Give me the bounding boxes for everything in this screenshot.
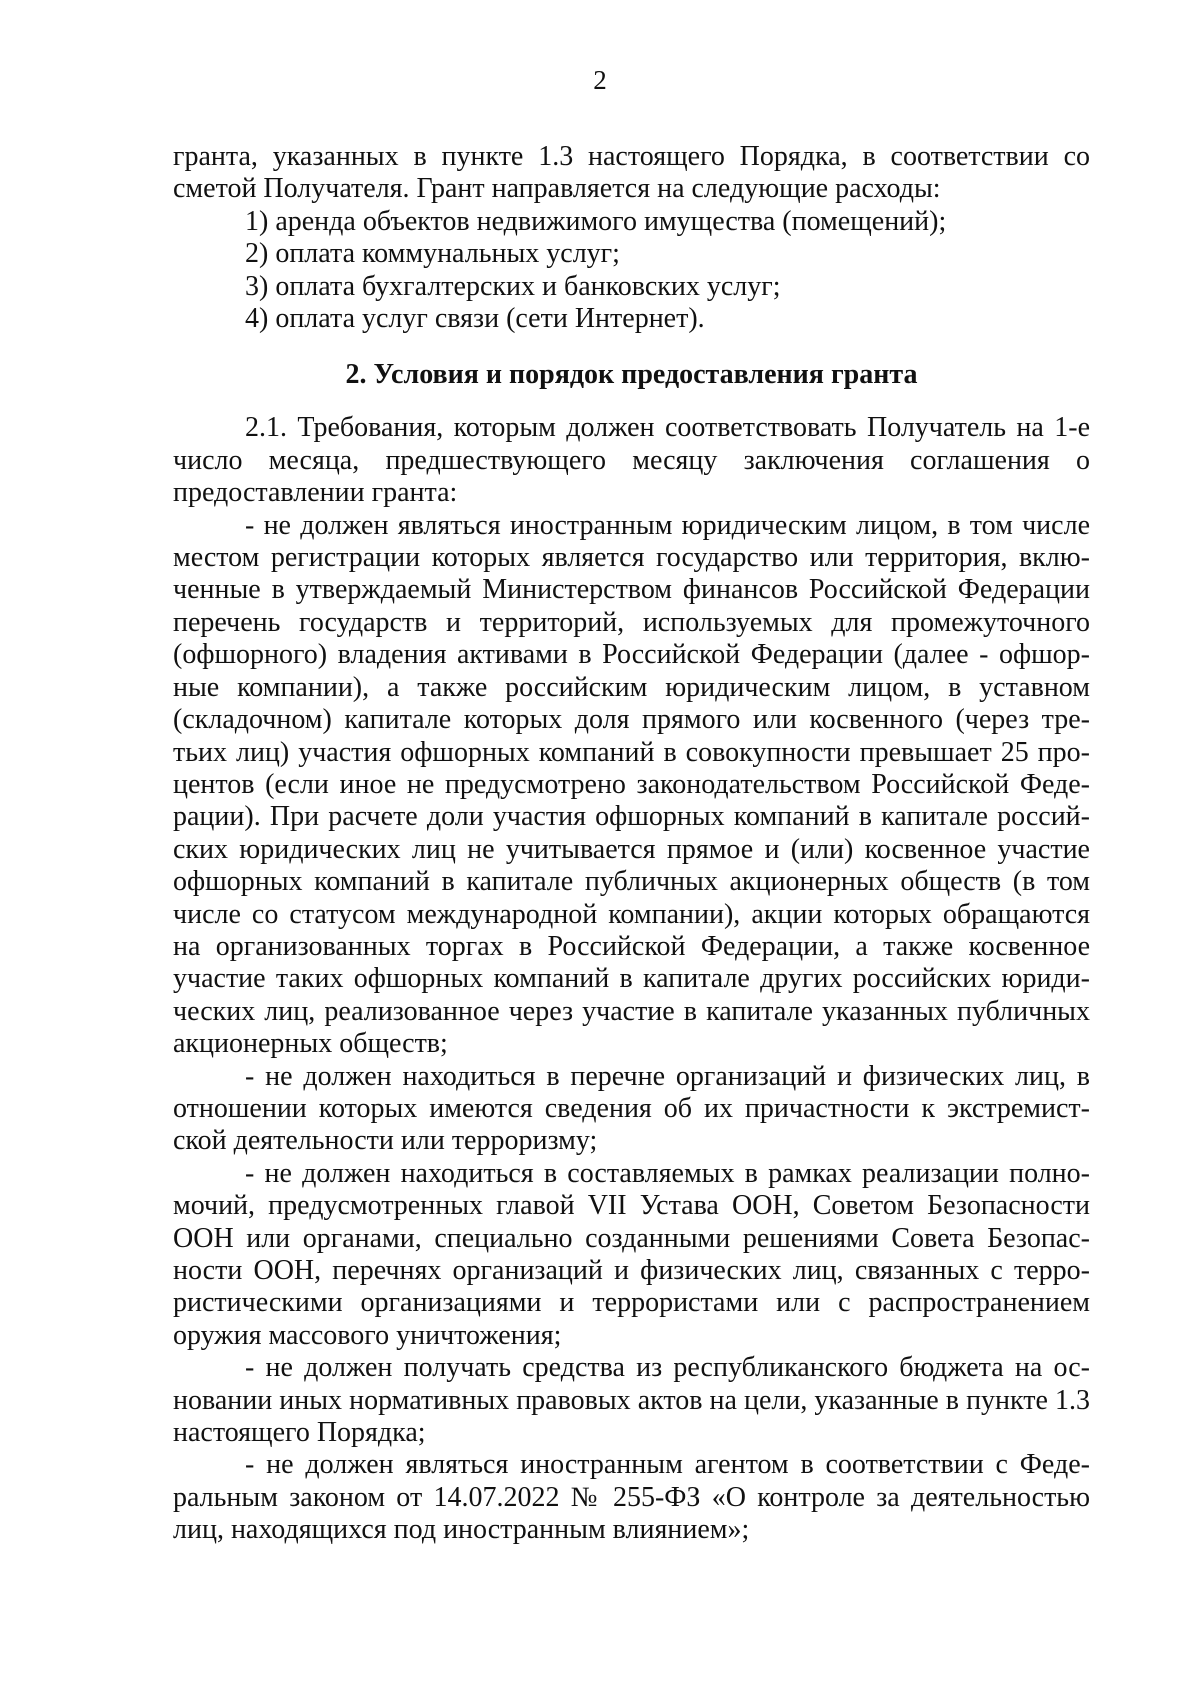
paragraph-2-1: 2.1. Требования, которым должен соответствовать Получатель на 1-е число месяца, предшествующего месяцу заключения соглашения о предоставлении гранта:: [173, 412, 1090, 509]
list-item-3: 3) оплата бухгалтерских и банковских услуг;: [245, 270, 781, 302]
requirement-3: - не должен находиться в составляемых в рамках реализации полномочий, предусмотренных главой VII Устава ООН, Советом Безопасности ООН или органами, специально созданными решениями Совета Безопасности ООН, перечнях организаций и физических лиц, связанных с террористическими организациями и террористами или с распространением оружия массового уничтожения;: [173, 1157, 1090, 1351]
requirement-1: - не должен являться иностранным юридическим лицом, в том числе местом регистрации которых является государство или территория, включенные в утверждаемый Министерством финансов Российской Федерации перечень государств и территорий, используемых для промежуточного (офшорного) владения активами в Российской Федерации (далее - офшорные компании), а также российским юридическим лицом, в уставном (складочном) капитале которых доля прямого или косвенного (через третьих лиц) участия офшорных компаний в совокупности превышает 25 процентов (если иное не предусмотрено законодательством Российской Федерации). При расчете доли участия офшорных компаний в капитале российских юридических лиц не учитывается прямое и (или) косвенное участие офшорных компаний в капитале публичных акционерных обществ (в том числе со статусом международной компании), акции которых обращаются на организованных торгах в Российской Федерации, а также косвенное участие таких офшорных компаний в капитале других российских юридических лиц, реализованное через участие в капитале указанных публичных акционерных обществ;: [173, 509, 1090, 1060]
page-number: 2: [593, 65, 607, 95]
requirement-4: - не должен получать средства из республиканского бюджета на основании иных нормативных правовых актов на цели, указанные в пункте 1.3 настоящего Порядка;: [173, 1352, 1090, 1449]
requirement-5: - не должен являться иностранным агентом в соответствии с Федеральным законом от 14.07.2022 № 255-ФЗ «О контроле за деятельностью лиц, находящихся под иностранным влиянием»;: [173, 1449, 1090, 1546]
list-item-4: 4) оплата услуг связи (сети Интернет).: [245, 303, 705, 335]
paragraph-continuation: гранта, указанных в пункте 1.3 настоящего Порядка, в соответствии со сметой Получателя. Грант направляется на следующие расходы:: [173, 141, 1090, 205]
document-body: [173, 141, 1090, 1547]
list-item-1: 1) аренда объектов недвижимого имущества (помещений);: [245, 205, 947, 237]
list-item-2: 2) оплата коммунальных услуг;: [245, 238, 620, 270]
requirement-2: - не должен находиться в перечне организаций и физических лиц, в отношении которых имеются сведения об их причастности к экстремистской деятельности или терроризму;: [173, 1060, 1090, 1157]
section-heading: 2. Условия и порядок предоставления гранта: [345, 359, 918, 391]
